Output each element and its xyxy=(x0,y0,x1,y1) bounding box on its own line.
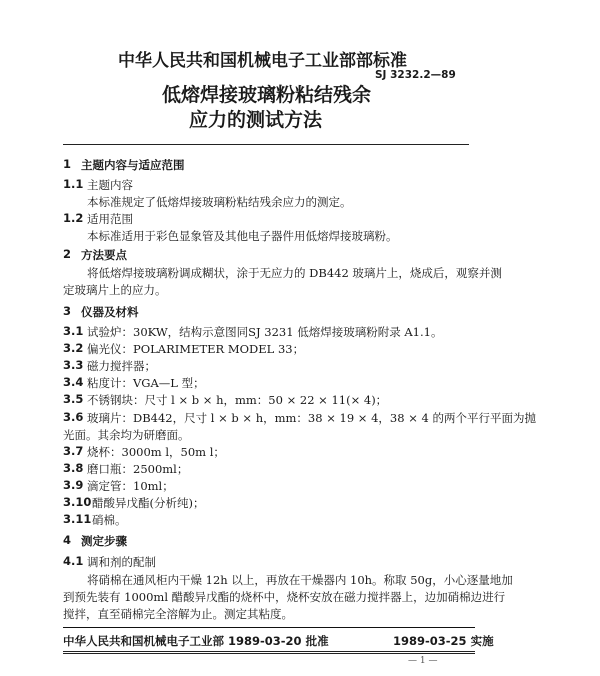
item-text: 磨口瓶：2500ml； xyxy=(87,462,189,476)
section-4-1-line2: 到预先装有 1000ml 醋酸异戊酯的烧杯中，烧杯安放在磁力搅拌器上，边加硝棉边进行 xyxy=(63,590,506,604)
page-number: — 1 — xyxy=(408,656,438,666)
section-4-1-line3: 搅拌，直至硝棉完全溶解为止。测定其粘度。 xyxy=(63,607,293,621)
item-number: 3.2 xyxy=(63,341,84,355)
item-number: 3.5 xyxy=(63,392,84,406)
item-text: 滴定管：10ml； xyxy=(87,479,174,493)
approval-statement: 中华人民共和国机械电子工业部 1989-03-20 批准 xyxy=(63,634,329,648)
document-title-line2: 应力的测试方法 xyxy=(189,109,323,131)
item-number: 3.6 xyxy=(63,410,84,424)
section-4-title: 测定步骤 xyxy=(81,534,127,548)
item-text: 烧杯：3000m l，50m l； xyxy=(87,445,225,459)
item-text: 磁力搅拌器； xyxy=(87,359,156,373)
item-text: 醋酸异戊酯(分析纯)； xyxy=(92,496,205,510)
implementation-date: 1989-03-25 实施 xyxy=(393,634,494,648)
item-text: 粘度计：VGA—L 型； xyxy=(87,376,205,390)
item-text: 偏光仪：POLARIMETER MODEL 33； xyxy=(87,342,305,356)
item-number: 3.9 xyxy=(63,478,84,492)
standard-code: SJ 3232.2—89 xyxy=(375,69,456,81)
header-rule xyxy=(63,144,469,145)
section-1-2-number: 1.2 xyxy=(63,211,84,225)
item-number: 3.7 xyxy=(63,444,84,458)
section-3-number: 3 xyxy=(63,304,72,318)
issuing-organization: 中华人民共和国机械电子工业部部标准 xyxy=(118,51,407,71)
item-number: 3.11 xyxy=(63,512,92,526)
section-3-title: 仪器及材料 xyxy=(81,305,139,319)
section-1-number: 1 xyxy=(63,157,72,171)
item-number: 3.3 xyxy=(63,358,84,372)
item-text: 试验炉：30KW，结构示意图同SJ 3231 低熔焊接玻璃粉附录 A1.1。 xyxy=(87,325,443,339)
item-number: 3.10 xyxy=(63,495,92,509)
section-1-1-title: 主题内容 xyxy=(87,178,133,192)
section-1-2-title: 适用范围 xyxy=(87,212,133,226)
section-4-number: 4 xyxy=(63,533,72,547)
footer-double-rule xyxy=(63,651,475,654)
section-2-title: 方法要点 xyxy=(81,248,127,262)
document-title-line1: 低熔焊接玻璃粉粘结残余 xyxy=(162,84,372,106)
footer-rule xyxy=(63,627,475,628)
item-text: 硝棉。 xyxy=(92,513,127,527)
section-2-number: 2 xyxy=(63,247,72,261)
section-1-title: 主题内容与适应范围 xyxy=(81,158,185,172)
item-text: 玻璃片：DB442，尺寸 l × b × h，mm：38 × 19 × 4，38 × 4 的两个平行平面为抛 xyxy=(87,411,536,425)
item-text: 不锈钢块：尺寸 l × b × h，mm：50 × 22 × 11(× 4)； xyxy=(87,393,388,407)
item-number: 3.8 xyxy=(63,461,84,475)
item-text-continued: 光面。其余均为研磨面。 xyxy=(63,428,190,442)
section-4-1-line1: 将硝棉在通风柜内干燥 12h 以上，再放在干燥器内 10h。称取 50g，小心逐量地加 xyxy=(87,573,513,587)
item-number: 3.4 xyxy=(63,375,84,389)
section-2-body-line2: 定玻璃片上的应力。 xyxy=(63,283,167,297)
section-1-2-body: 本标准适用于彩色显象管及其他电子器件用低熔焊接玻璃粉。 xyxy=(87,229,398,243)
section-1-1-number: 1.1 xyxy=(63,177,84,191)
section-2-body-line1: 将低熔焊接玻璃粉调成糊状，涂于无应力的 DB442 玻璃片上，烧成后，观察并测 xyxy=(87,266,502,280)
section-4-1-number: 4.1 xyxy=(63,554,84,568)
section-4-1-title: 调和剂的配制 xyxy=(87,555,156,569)
section-1-1-body: 本标准规定了低熔焊接玻璃粉粘结残余应力的测定。 xyxy=(87,195,352,209)
item-number: 3.1 xyxy=(63,324,84,338)
